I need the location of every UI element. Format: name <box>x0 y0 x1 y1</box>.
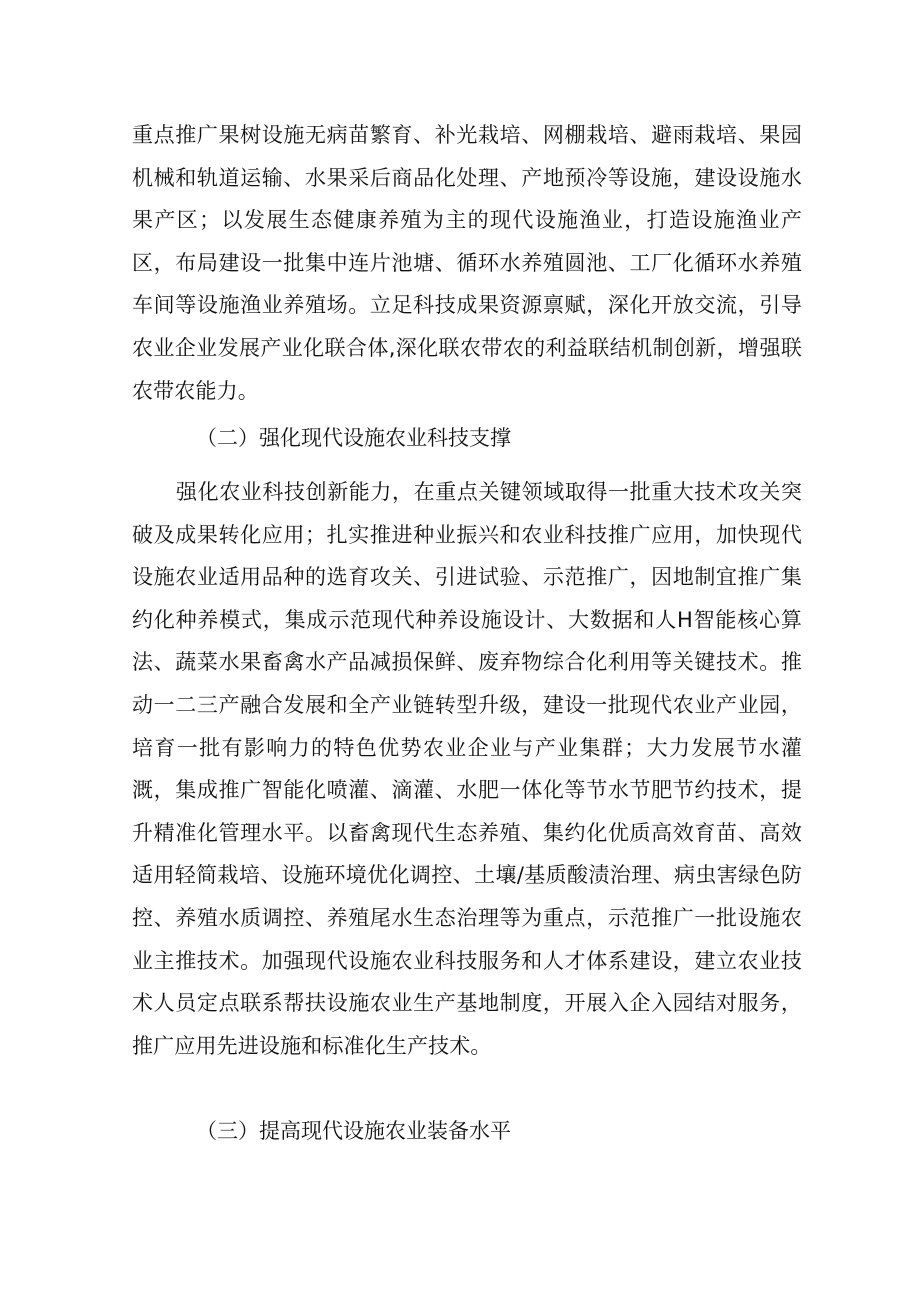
section-heading-tech-support: （二）强化现代设施农业科技支撑 <box>196 426 511 450</box>
body-paragraph-tech-innovation: 强化农业科技创新能力，在重点关键领域取得一批重大技术攻关突破及成果转化应用；扎实推进种业振兴和农业科技推广应用，加快现代设施农业适用品种的选育攻关、引进试验、示范推广，因地制宜推广集约化种养模式，集成示范现代种养设施设计、大数据和人H智能核心算法、蔬菜水果畜禽水产品减损保鲜、废弃物综合化利用等关键技术。推动一二三产融合发展和全产业链转型升级，建设一批现代农业产业园，培育一批有影响力的特色优势农业企业与产业集群；大力发展节水灌溉，集成推广智能化喷灌、滴灌、水肥一体化等节水节肥节约技术，提升精准化管理水平。以畜禽现代生态养殖、集约化优质高效育苗、高效适用轻简栽培、设施环境优化调控、土壤/基质酸渍治理、病虫害绿色防控、养殖水质调控、养殖尾水生态治理等为重点，示范推广一批设施农业主推技术。加强现代设施农业科技服务和人才体系建设，建立农业技术人员定点联系帮扶设施农业生产基地制度，开展入企入园结对服务，推广应用先进设施和标准化生产技术。 <box>132 480 802 1058</box>
body-paragraph-facility-fruit-fishery: 重点推广果树设施无病苗繁育、补光栽培、网棚栽培、避雨栽培、果园机械和轨道运输、水果采后商品化处理、产地预冷等设施，建设设施水果产区；以发展生态健康养殖为主的现代设施渔业，打造设施渔业产区，布局建设一批集中连片池塘、循环水养殖圆池、工厂化循环水养殖车间等设施渔业养殖场。立足科技成果资源禀赋，深化开放交流，引导农业企业发展产业化联合体,深化联农带农的利益联结机制创新，增强联农带农能力。 <box>132 123 802 403</box>
section-heading-equipment-level: （三）提高现代设施农业装备水平 <box>196 1119 511 1143</box>
